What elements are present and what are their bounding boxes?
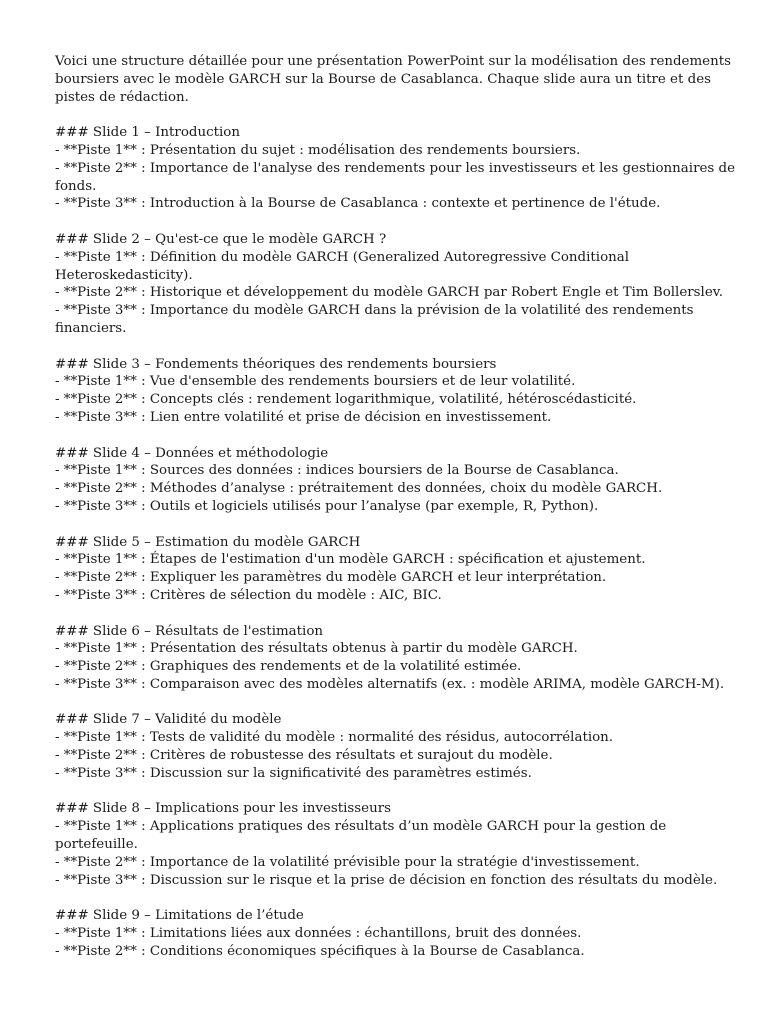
slide-section — [55, 623, 745, 694]
slide-title: ### Slide 6 – Résultats de l'estimation — [55, 623, 324, 639]
piste-line: - **Piste 3** : Lien entre volatilité et prise de décision en investissement. — [55, 409, 552, 425]
piste-line: - **Piste 2** : Critères de robustesse des résultats et surajout du modèle. — [55, 748, 553, 764]
slide-title: ### Slide 2 – Qu'est-ce que le modèle GARCH ? — [55, 231, 387, 247]
piste-line: - **Piste 3** : Outils et logiciels utilisés pour l’analyse (par exemple, R, Python). — [55, 498, 599, 514]
piste-line: - **Piste 2** : Expliquer les paramètres du modèle GARCH et leur interprétation. — [55, 570, 607, 586]
document-page — [55, 53, 745, 961]
piste-line: - **Piste 1** : Limitations liées aux données : échantillons, bruit des données. — [55, 926, 582, 942]
piste-line: - **Piste 3** : Comparaison avec des modèles alternatifs (ex. : modèle ARIMA, modèle GARCH-M). — [55, 676, 725, 692]
piste-line: - **Piste 2** : Importance de l'analyse des rendements pour les investisseurs et les gestionnaires de fonds. — [55, 160, 736, 194]
piste-line: - **Piste 1** : Vue d'ensemble des rendements boursiers et de leur volatilité. — [55, 374, 576, 390]
slide-section — [55, 907, 745, 960]
piste-line: - **Piste 3** : Discussion sur le risque et la prise de décision en fonction des résultats du modèle. — [55, 872, 718, 888]
piste-line: - **Piste 3** : Critères de sélection du modèle : AIC, BIC. — [55, 587, 442, 603]
slide-section — [55, 445, 745, 516]
slide-title: ### Slide 4 – Données et méthodologie — [55, 445, 329, 461]
slide-title: ### Slide 3 – Fondements théoriques des rendements boursiers — [55, 356, 497, 372]
piste-line: - **Piste 3** : Introduction à la Bourse de Casablanca : contexte et pertinence de l'étude. — [55, 196, 661, 212]
piste-line: - **Piste 2** : Méthodes d’analyse : prétraitement des données, choix du modèle GARCH. — [55, 481, 663, 497]
slide-section — [55, 356, 745, 427]
piste-line: - **Piste 1** : Sources des données : indices boursiers de la Bourse de Casablanca. — [55, 463, 619, 479]
piste-line: - **Piste 1** : Applications pratiques des résultats d’un modèle GARCH pour la gestion de portefeuille. — [55, 819, 667, 853]
piste-line: - **Piste 2** : Concepts clés : rendement logarithmique, volatilité, hétéroscédasticité. — [55, 392, 637, 408]
piste-line: - **Piste 2** : Graphiques des rendements et de la volatilité estimée. — [55, 659, 522, 675]
slide-section — [55, 800, 745, 889]
slide-section — [55, 534, 745, 605]
piste-line: - **Piste 2** : Importance de la volatilité prévisible pour la stratégie d'investissement. — [55, 854, 640, 870]
slide-section — [55, 231, 745, 338]
piste-line: - **Piste 3** : Importance du modèle GARCH dans la prévision de la volatilité des rendements financiers. — [55, 303, 694, 336]
slide-title: ### Slide 5 – Estimation du modèle GARCH — [55, 534, 361, 550]
slide-title: ### Slide 8 – Implications pour les investisseurs — [55, 801, 391, 817]
slide-title: ### Slide 9 – Limitations de l’étude — [55, 908, 304, 924]
intro-paragraph: Voici une structure détaillée pour une présentation PowerPoint sur la modélisation des rendements boursiers avec le modèle GARCH sur la Bourse de Casablanca. Chaque slide aura un titre et des pistes de rédaction. — [55, 54, 731, 105]
piste-line: - **Piste 2** : Conditions économiques spécifiques à la Bourse de Casablanca. — [55, 943, 585, 959]
piste-line: - **Piste 1** : Présentation du sujet : modélisation des rendements boursiers. — [55, 142, 581, 158]
piste-line: - **Piste 1** : Présentation des résultats obtenus à partir du modèle GARCH. — [55, 641, 578, 657]
slide-section — [55, 711, 745, 782]
slide-title: ### Slide 1 – Introduction — [55, 125, 240, 141]
slide-section — [55, 124, 745, 213]
piste-line: - **Piste 3** : Discussion sur la significativité des paramètres estimés. — [55, 765, 532, 781]
piste-line: - **Piste 1** : Étapes de l'estimation d'un modèle GARCH : spécification et ajustement. — [55, 552, 646, 568]
piste-line: - **Piste 2** : Historique et développement du modèle GARCH par Robert Engle et Tim Bollerslev. — [55, 285, 723, 301]
slide-title: ### Slide 7 – Validité du modèle — [55, 712, 282, 728]
piste-line: - **Piste 1** : Tests de validité du modèle : normalité des résidus, autocorrélation. — [55, 730, 614, 746]
slides-outline — [55, 124, 745, 960]
piste-line: - **Piste 1** : Définition du modèle GARCH (Generalized Autoregressive Conditional Heteroskedasticity). — [55, 249, 630, 283]
